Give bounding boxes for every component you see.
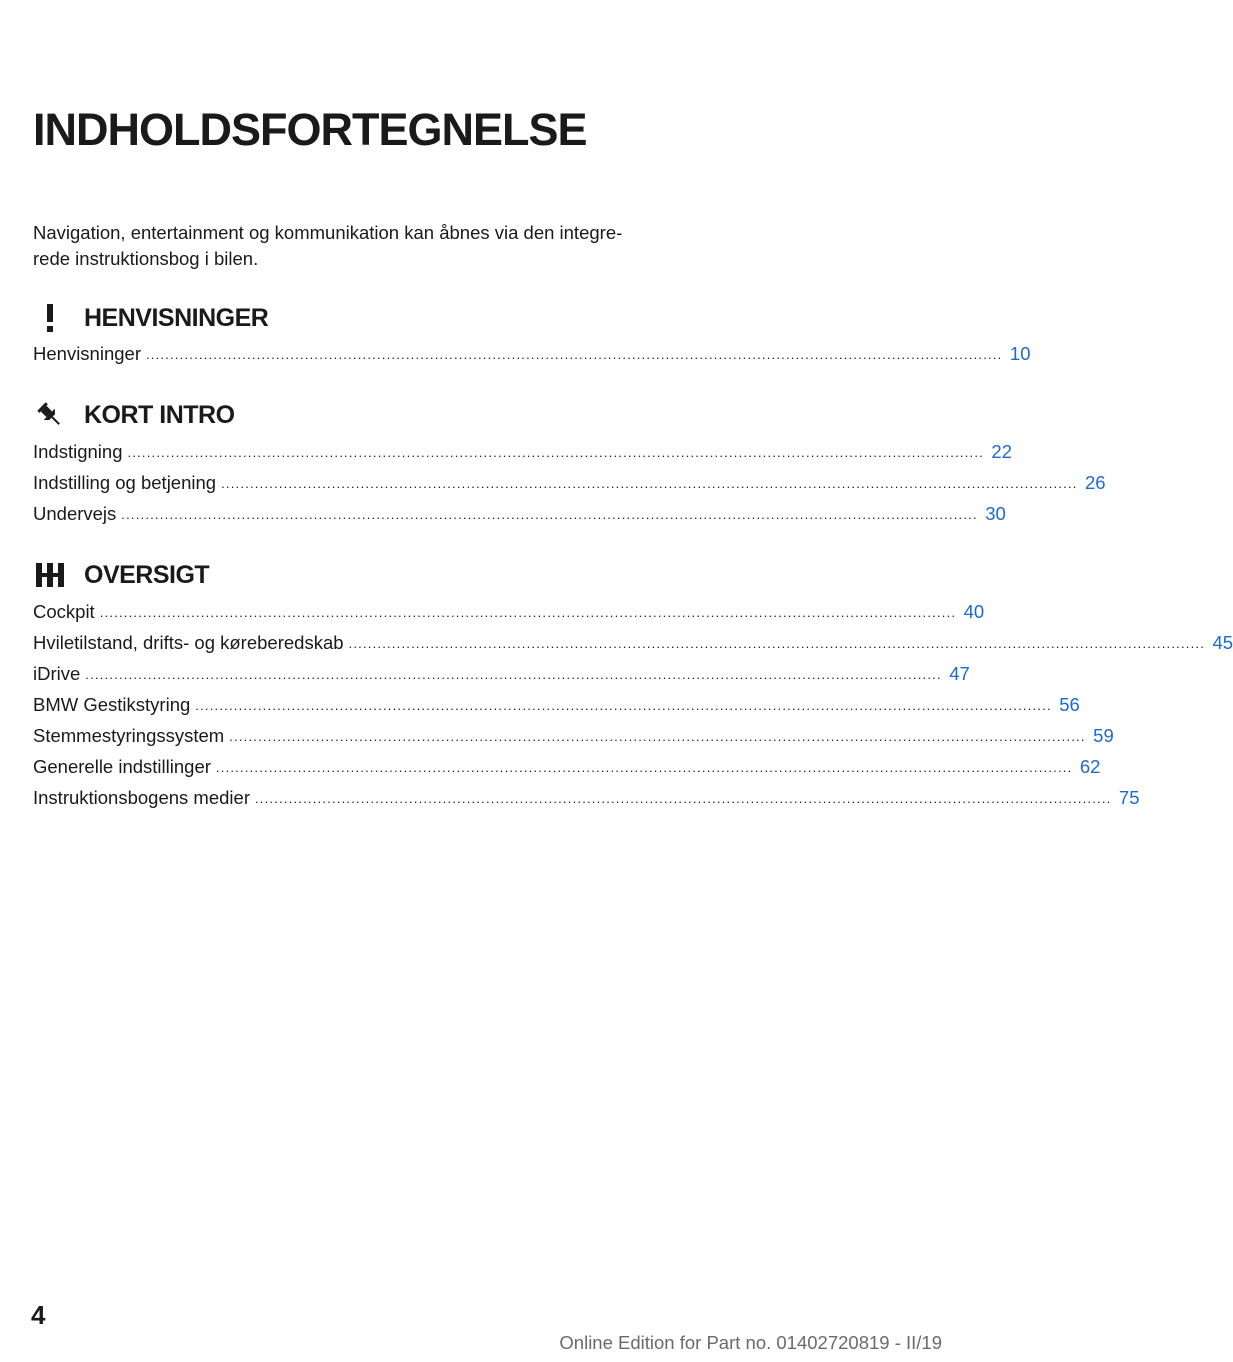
page-number: 4 [31, 1300, 46, 1330]
toc-entry-idrive[interactable] [33, 658, 970, 689]
toc-entry-page-link[interactable]: 40 [963, 601, 985, 622]
page-title: INDHOLDSFORTEGNELSE [33, 104, 587, 155]
dot-leader: .................................................................................................................................................................................. [195, 698, 1052, 713]
intro-line-2: rede instruktionsbog i bilen. [33, 248, 259, 269]
dot-leader: .................................................................................................................................................................................. [215, 760, 1073, 775]
toc-entry-label: Indstilling og betjening [33, 472, 217, 493]
toc-entry-page-link[interactable]: 75 [1118, 787, 1140, 808]
pushpin-icon [30, 399, 70, 431]
toc-entry-hviletilstand[interactable] [33, 627, 1233, 658]
dot-leader: .................................................................................................................................................................................. [221, 476, 1078, 491]
toc-entry-page-link[interactable]: 62 [1079, 756, 1101, 777]
toc-entry-henvisninger[interactable] [33, 338, 1031, 369]
footer-edition-text: Online Edition for Part no. 01402720819 - II/19 [559, 1332, 942, 1353]
toc-entry-label: Indstigning [33, 441, 123, 462]
intro-paragraph [33, 220, 693, 272]
toc-entry-label: Instruktionsbogens medier [33, 787, 250, 808]
dot-leader: .................................................................................................................................................................................. [127, 445, 984, 460]
toc-entry-cockpit[interactable] [33, 596, 985, 627]
toc-entry-label: Generelle indstillinger [33, 756, 211, 777]
section-title: HENVISNINGER [84, 303, 269, 332]
toc-entry-label: Henvisninger [33, 343, 141, 364]
toc-entry-page-link[interactable]: 59 [1093, 725, 1114, 746]
toc-entry-page-link[interactable]: 30 [985, 503, 1006, 524]
toc-entry-label: Hviletilstand, drifts- og køreberedskab [33, 632, 344, 653]
dot-leader: .................................................................................................................................................................................. [85, 667, 942, 682]
dot-leader: .................................................................................................................................................................................. [121, 507, 978, 522]
toc-entry-label: BMW Gestikstyring [33, 694, 191, 715]
section-title: KORT INTRO [84, 400, 235, 429]
toc-entry-page-link[interactable]: 26 [1085, 472, 1106, 493]
toc-entry-page-link[interactable]: 45 [1212, 632, 1233, 653]
toc-entry-bmw-gestikstyring[interactable] [33, 689, 1080, 720]
toc-entry-stemmestyringssystem[interactable] [33, 720, 1114, 751]
toc-list-oversigt [33, 596, 1233, 813]
toc-entry-page-link[interactable]: 22 [991, 441, 1012, 462]
grid-icon [30, 559, 70, 591]
intro-line-1: Navigation, entertainment og kommunikation kan åbnes via den integre‐ [33, 222, 623, 243]
toc-entry-page-link[interactable]: 10 [1009, 343, 1031, 364]
toc-entry-label: Cockpit [33, 601, 95, 622]
dot-leader: .................................................................................................................................................................................. [348, 636, 1206, 651]
toc-list-henvisninger [33, 338, 1031, 369]
section-title: OVERSIGT [84, 560, 210, 589]
toc-entry-page-link[interactable]: 56 [1059, 694, 1080, 715]
toc-entry-label: iDrive [33, 663, 81, 684]
toc-entry-indstilling-og-betjening[interactable] [33, 467, 1106, 498]
toc-entry-label: Undervejs [33, 503, 117, 524]
toc-entry-indstigning[interactable] [33, 436, 1012, 467]
section-heading-henvisninger [33, 300, 268, 336]
toc-entry-undervejs[interactable] [33, 498, 1006, 529]
dot-leader: .................................................................................................................................................................................. [254, 791, 1112, 806]
dot-leader: .................................................................................................................................................................................. [99, 605, 957, 620]
section-heading-kort-intro [33, 397, 235, 433]
dot-leader: .................................................................................................................................................................................. [229, 729, 1086, 744]
toc-entry-instruktionsbogens-medier[interactable] [33, 782, 1140, 813]
dot-leader: .................................................................................................................................................................................. [145, 347, 1003, 362]
exclamation-icon [30, 302, 70, 334]
toc-entry-page-link[interactable]: 47 [949, 663, 970, 684]
toc-entry-label: Stemmestyringssystem [33, 725, 225, 746]
section-heading-oversigt [33, 557, 209, 593]
toc-list-kort-intro [33, 436, 1106, 529]
toc-entry-generelle-indstillinger[interactable] [33, 751, 1101, 782]
